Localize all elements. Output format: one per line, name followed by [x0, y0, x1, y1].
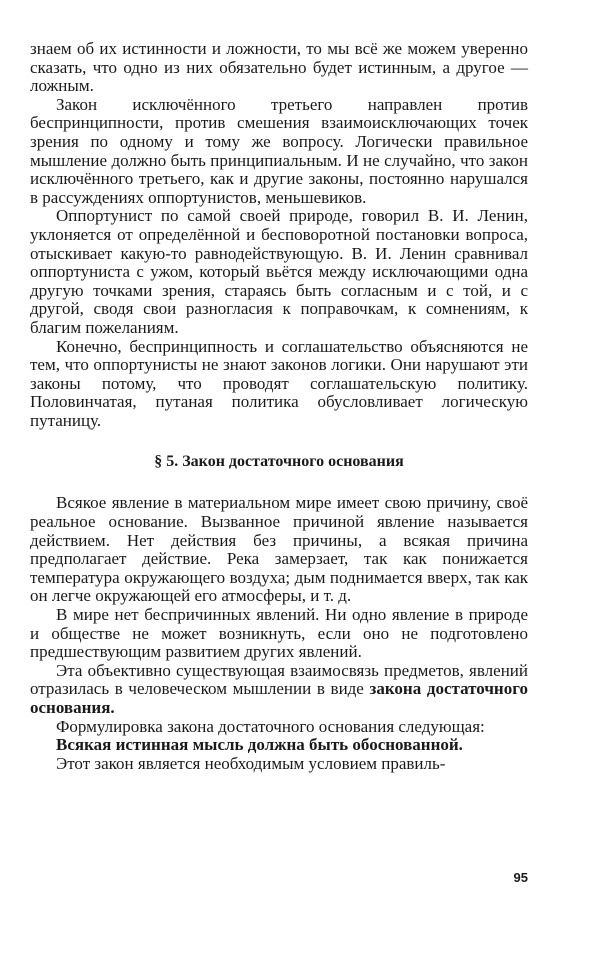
law-name-bold: закона достаточного основания. — [30, 679, 528, 717]
paragraph-6: В мире нет беспричинных явлений. Ни одно явление в природе и обществе не может возникнуть, если оно не подготовлено предшествующим развитием других явлений. — [30, 605, 528, 662]
paragraph-7 — [30, 662, 528, 718]
paragraph-1: знаем об их истинности и ложности, то мы всё же можем уверенно сказать, что одно из них обязательно будет истинным, а другое — ложным. — [30, 39, 528, 96]
law-statement: Всякая истинная мысль должна быть обоснованной. — [56, 735, 463, 755]
paragraph-8: Формулировка закона достаточного основания следующая: — [56, 716, 485, 736]
page-body — [30, 40, 528, 773]
paragraph-2: Закон исключённого третьего направлен против беспринципности, против смешения взаимоисключающих точек зрения по одному и тому же вопросу. Логически правильное мышление должно быть принципиальным. И не случайно, что закон исключённого третьего, как и другие законы, постоянно нарушался в рассуждениях оппортунистов, меньшевиков. — [30, 94, 528, 207]
paragraph-4: Конечно, беспринципность и соглашательство объясняются не тем, что оппортунисты не знают законов логики. Они нарушают эти законы потому, что проводят соглашательскую политику. Половинчатая, путаная политика обусловливает логическую путаницу. — [30, 336, 528, 430]
paragraph-7-text: Эта объективно существующая взаимосвязь предметов, явлений отразилась в человеческом мышлении в виде — [30, 660, 528, 699]
paragraph-5: Всякое явление в материальном мире имеет свою причину, своё реальное основание. Вызванное причиной явление называется действием. Нет действия без причины, а всякая причина предполагает действие. Река замерзает, так как понижается температура окружающего воздуха; дым поднимается вверх, так как он легче окружающей его атмосферы, и т. д. — [30, 493, 528, 606]
section-heading: § 5. Закон достаточного основания — [154, 453, 404, 471]
paragraph-3: Оппортунист по самой своей природе, говорил В. И. Ленин, уклоняется от определённой и бесповоротной постановки вопроса, отыскивает какую-то равнодействующую. В. И. Ленин сравнивал оппортуниста с ужом, который вьётся между исключающими одна другую точками зрения, стараясь быть согласным и с той, и с другой, сводя свои разногласия к поправочкам, к сомнениям, к благим пожеланиям. — [30, 206, 528, 337]
paragraph-10: Этот закон является необходимым условием правиль- — [56, 753, 446, 773]
page-number: 95 — [513, 870, 528, 885]
